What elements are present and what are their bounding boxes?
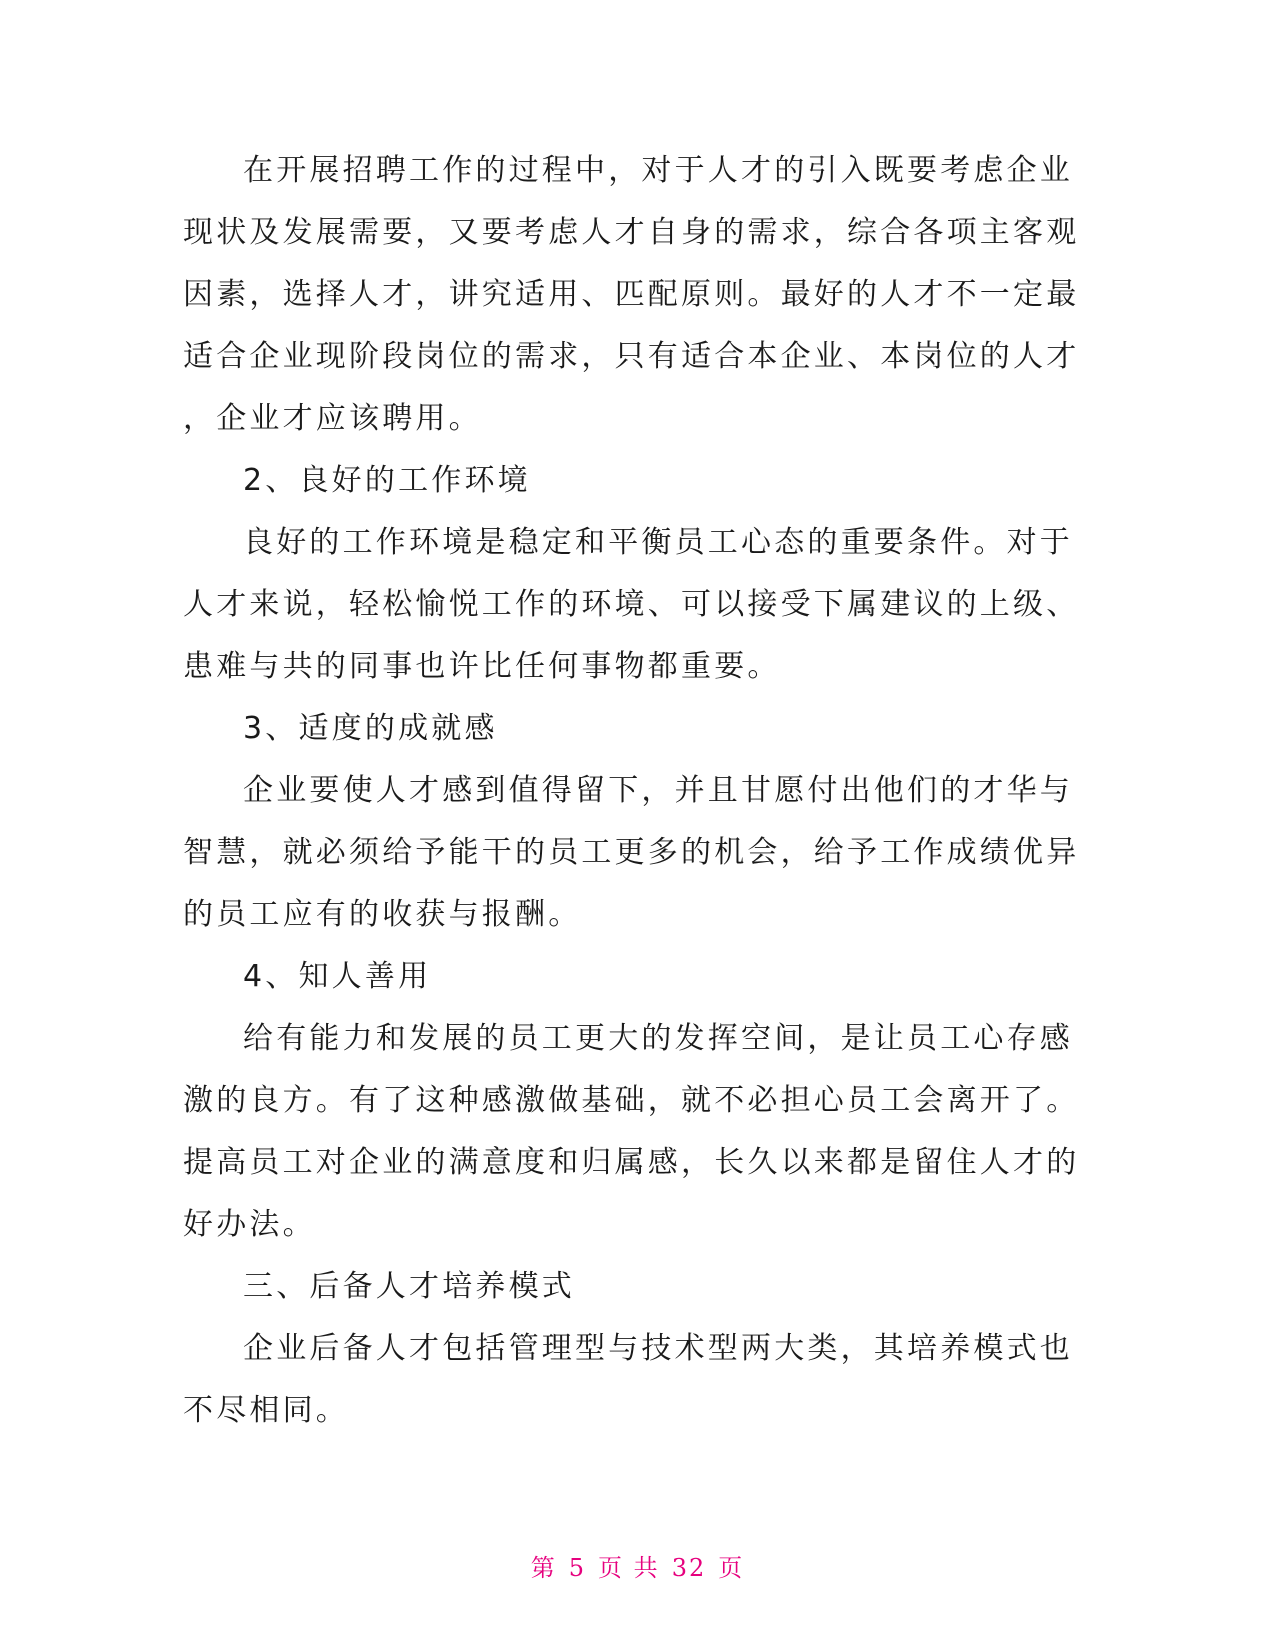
current-page-number: 5 bbox=[568, 1554, 587, 1582]
text-line: 人才来说，轻松愉悦工作的环境、可以接受下属建议的上级、 bbox=[183, 587, 1080, 622]
text-line: 患难与共的同事也许比任何事物都重要。 bbox=[183, 649, 781, 684]
text-line: 企业后备人才包括管理型与技术型两大类，其培养模式也 bbox=[243, 1331, 1073, 1366]
text-line: 现状及发展需要，又要考虑人才自身的需求，综合各项主客观 bbox=[183, 215, 1080, 250]
text-line: 企业要使人才感到值得留下，并且甘愿付出他们的才华与 bbox=[243, 773, 1073, 808]
text-line: 智慧，就必须给予能干的员工更多的机会，给予工作成绩优异 bbox=[183, 835, 1080, 870]
text-line: 在开展招聘工作的过程中，对于人才的引入既要考虑企业 bbox=[243, 153, 1073, 188]
total-page-count: 32 bbox=[671, 1554, 707, 1582]
footer-prefix: 第 bbox=[530, 1554, 557, 1582]
text-line: 的员工应有的收获与报酬。 bbox=[183, 897, 582, 932]
section-heading: 三、后备人才培养模式 bbox=[243, 1269, 575, 1304]
text-line: 给有能力和发展的员工更大的发挥空间，是让员工心存感 bbox=[243, 1021, 1073, 1056]
section-heading: 2、良好的工作环境 bbox=[243, 463, 531, 498]
section-heading: 4、知人善用 bbox=[243, 959, 432, 994]
page-footer bbox=[0, 1548, 1275, 1583]
text-line: ，企业才应该聘用。 bbox=[183, 401, 482, 436]
text-line: 激的良方。有了这种感激做基础，就不必担心员工会离开了。 bbox=[183, 1083, 1080, 1118]
section-heading: 3、适度的成就感 bbox=[243, 711, 498, 746]
text-line: 适合企业现阶段岗位的需求，只有适合本企业、本岗位的人才 bbox=[183, 339, 1080, 374]
text-line: 好办法。 bbox=[183, 1207, 316, 1242]
body-text bbox=[183, 140, 1080, 1442]
text-line: 不尽相同。 bbox=[183, 1393, 349, 1428]
footer-middle: 页 共 bbox=[598, 1554, 660, 1582]
footer-suffix: 页 bbox=[718, 1554, 745, 1582]
text-line: 因素，选择人才，讲究适用、匹配原则。最好的人才不一定最 bbox=[183, 277, 1080, 312]
text-line: 提高员工对企业的满意度和归属感，长久以来都是留住人才的 bbox=[183, 1145, 1080, 1180]
text-line: 良好的工作环境是稳定和平衡员工心态的重要条件。对于 bbox=[243, 525, 1073, 560]
